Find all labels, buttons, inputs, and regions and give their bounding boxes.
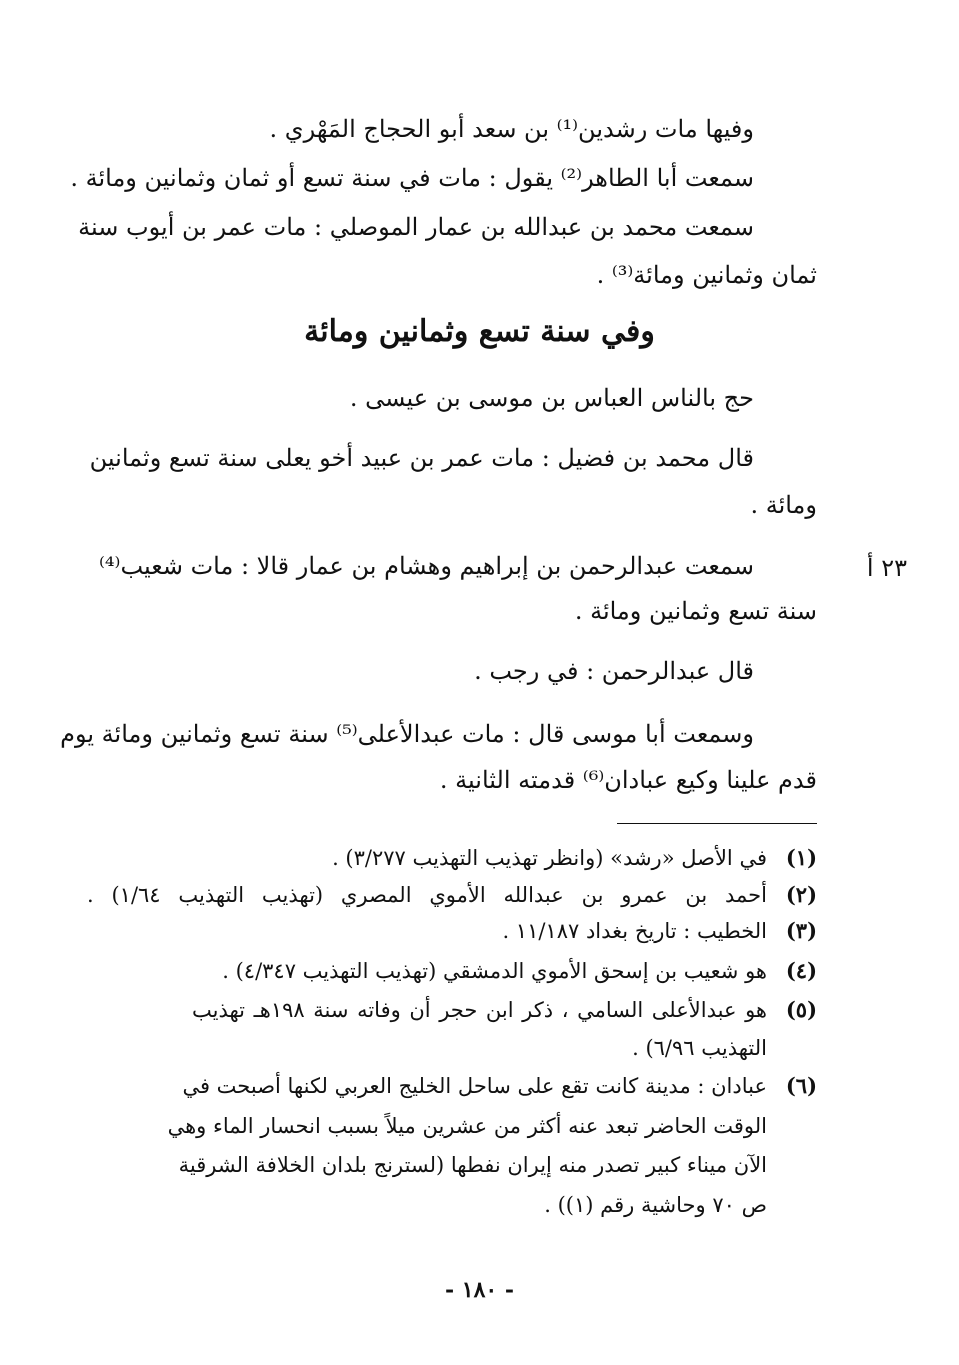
body-line-11: وسمعت أبا موسى قال : مات عبدالأعلى⁽⁵⁾ سنة تسع وثمانين ومائة يوم <box>60 720 754 748</box>
footnote-6-number: (٦) <box>785 1073 817 1098</box>
body-line-12: قدم علينا وكيع عبادان⁽⁶⁾ قدمته الثانية . <box>439 766 817 794</box>
body-line-5: حج بالناس العباس بن موسى بن عيسى . <box>349 384 754 412</box>
footnote-5-text-line-1: هو عبدالأعلى السامي ، ذكر ابن حجر أن وفاته سنة ١٩٨هـ تهذيب <box>192 998 767 1022</box>
footnote-separator <box>617 823 817 824</box>
footnote-6-text-line-3: الآن ميناء كبير تصدر منه إيران نفطها (لسترنج بلدان الخلافة الشرقية <box>178 1153 767 1177</box>
footnote-2-number: (٢) <box>785 882 817 907</box>
footnote-1-text: في الأصل «رشد» (وانظر تهذيب التهذيب ٣/٢٧٧) . <box>332 846 767 870</box>
body-line-7: ومائة . <box>750 491 817 519</box>
footnote-1-number: (١) <box>785 845 817 870</box>
footnote-5-text-line-2: التهذيب ٦/٩٦) . <box>632 1036 767 1060</box>
body-line-8: سمعت عبدالرحمن بن إبراهيم وهشام بن عمار قالا : مات شعيب⁽⁴⁾ <box>99 552 754 580</box>
page-number: - ١٨٠ - <box>444 1277 515 1303</box>
footnote-4-text: هو شعيب بن إسحق الأموي الدمشقي (تهذيب التهذيب ٤/٣٤٧) . <box>222 959 767 983</box>
body-line-1: وفيها مات رشدين⁽¹⁾ بن سعد أبو الحجاج المَهْري . <box>269 115 754 143</box>
section-heading: وفي سنة تسع وثمانين ومائة <box>304 314 655 349</box>
body-line-4: ثمان وثمانين ومائة⁽³⁾ . <box>596 261 817 289</box>
body-line-6: قال محمد بن فضيل : مات عمر بن عبيد أخو يعلى سنة تسع وثمانين <box>89 444 754 472</box>
footnote-5-number: (٥) <box>785 997 817 1022</box>
footnote-6-text-line-1: عبادان : مدينة كانت تقع على ساحل الخليج العربي لكنها أصبحت في <box>182 1074 767 1098</box>
folio-margin-note: ٢٣ أ <box>866 554 907 582</box>
footnote-6-text-line-2: الوقت الحاضر تبعد عنه أكثر من عشرين ميلاً بسبب انحسار الماء وهي <box>167 1114 767 1138</box>
body-line-9: سنة تسع وثمانين ومائة . <box>574 597 817 625</box>
footnote-2-text: أحمد بن عمرو بن عبدالله الأموي المصري (تهذيب التهذيب ١/٦٤) . <box>87 883 767 907</box>
body-line-3: سمعت محمد بن عبدالله بن عمار الموصلي : مات عمر بن أيوب سنة <box>78 213 754 241</box>
body-line-10: قال عبدالرحمن : في رجب . <box>474 657 754 685</box>
footnote-4-number: (٤) <box>785 958 817 983</box>
footnote-3-text: الخطيب : تاريخ بغداد ١١/١٨٧ . <box>502 919 767 943</box>
footnote-6-text-line-4: ص ٧٠ وحاشية رقم (١)) . <box>544 1193 767 1217</box>
footnote-3-number: (٣) <box>785 918 817 943</box>
body-line-2: سمعت أبا الطاهر⁽²⁾ يقول : مات في سنة تسع أو ثمان وثمانين ومائة . <box>70 164 754 192</box>
